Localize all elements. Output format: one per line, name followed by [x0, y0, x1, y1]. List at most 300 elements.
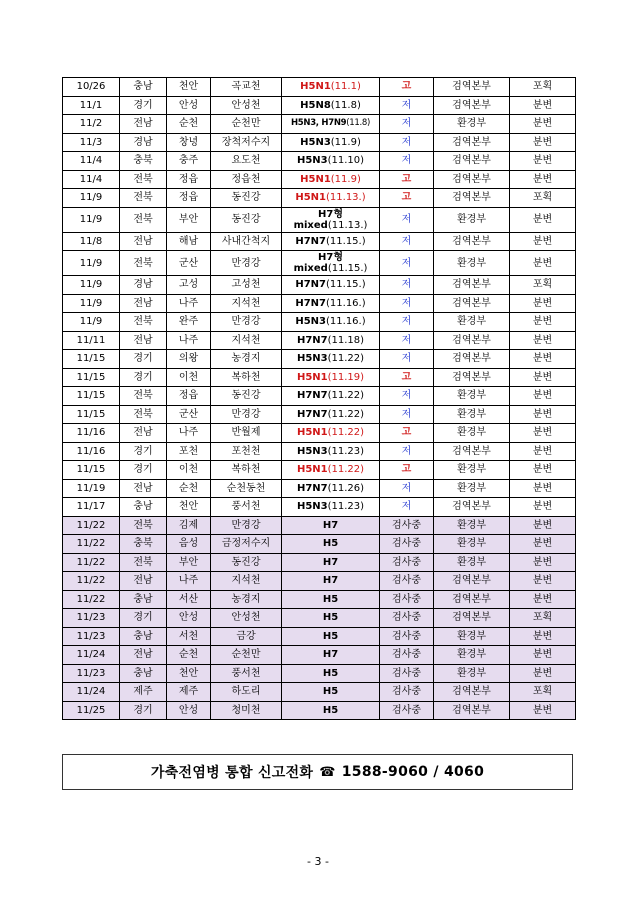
- sample-method-cell: 분변: [510, 498, 576, 517]
- subtype-label: H7N7: [296, 408, 328, 420]
- site-cell: 순천만: [211, 646, 282, 665]
- subtype-label: H7N7: [295, 235, 327, 247]
- sample-method-cell: 분변: [510, 251, 576, 276]
- province-cell: 전남: [120, 424, 167, 443]
- agency-cell: 검역본부: [434, 498, 510, 517]
- city-cell: 정읍: [167, 189, 211, 208]
- confirm-date: (11.19): [327, 371, 365, 383]
- subtype-label: H5N1: [300, 81, 331, 93]
- confirm-date: (11.22): [327, 353, 365, 365]
- sample-method-cell: 분변: [510, 207, 576, 232]
- pathogenicity-cell: 저: [380, 207, 434, 232]
- city-cell: 천안: [167, 498, 211, 517]
- confirm-date: (11.22): [327, 464, 365, 476]
- date-cell: 11/22: [63, 535, 120, 554]
- subtype-cell: [282, 461, 380, 480]
- confirm-date: (11.22): [327, 408, 365, 420]
- pathogenicity-cell: 저: [380, 96, 434, 115]
- confirm-date: (11.22): [327, 427, 365, 439]
- date-cell: 11/4: [63, 152, 120, 171]
- city-cell: 천안: [167, 664, 211, 683]
- subtype-line2: [282, 220, 379, 231]
- date-cell: 11/22: [63, 590, 120, 609]
- pathogenicity-cell: 저: [380, 276, 434, 295]
- city-cell: 음성: [167, 535, 211, 554]
- province-cell: 전북: [120, 553, 167, 572]
- subtype-label: H5: [322, 630, 339, 642]
- province-cell: 충북: [120, 152, 167, 171]
- site-cell: 농경지: [211, 350, 282, 369]
- subtype-label: H7형: [318, 252, 343, 263]
- agency-cell: 환경부: [434, 553, 510, 572]
- subtype-label: H5N1: [296, 371, 328, 383]
- province-cell: 충남: [120, 498, 167, 517]
- pathogenicity-cell: 저: [380, 294, 434, 313]
- city-cell: 제주: [167, 683, 211, 702]
- sample-method-cell: 분변: [510, 701, 576, 720]
- agency-cell: 환경부: [434, 207, 510, 232]
- table-row: [63, 331, 576, 350]
- site-cell: 복하천: [211, 368, 282, 387]
- province-cell: 경남: [120, 133, 167, 152]
- province-cell: 경기: [120, 609, 167, 628]
- sample-method-cell: 분변: [510, 133, 576, 152]
- subtype-label: H5: [322, 612, 339, 624]
- city-cell: 나주: [167, 331, 211, 350]
- agency-cell: 검역본부: [434, 96, 510, 115]
- subtype-label: H7형: [318, 208, 343, 220]
- pathogenicity-cell: 저: [380, 479, 434, 498]
- sample-method-cell: 분변: [510, 350, 576, 369]
- city-cell: 해남: [167, 232, 211, 251]
- table-row: [63, 232, 576, 251]
- agency-cell: 검역본부: [434, 701, 510, 720]
- site-cell: 만경강: [211, 516, 282, 535]
- city-cell: 이천: [167, 368, 211, 387]
- subtype-cell: [282, 276, 380, 295]
- sample-method-cell: 분변: [510, 461, 576, 480]
- date-cell: 11/25: [63, 701, 120, 720]
- agency-cell: 환경부: [434, 646, 510, 665]
- date-cell: 11/16: [63, 424, 120, 443]
- agency-cell: 검역본부: [434, 152, 510, 171]
- date-cell: 11/9: [63, 294, 120, 313]
- subtype-label: H5N3, H7N9: [290, 118, 347, 129]
- confirm-date: (11.15.): [326, 235, 366, 247]
- city-cell: 이천: [167, 461, 211, 480]
- sample-method-cell: 분변: [510, 553, 576, 572]
- subtype-cell: [282, 627, 380, 646]
- province-cell: 경기: [120, 442, 167, 461]
- confirm-date: (11.1): [330, 81, 361, 93]
- pathogenicity-cell: 저: [380, 387, 434, 406]
- date-cell: 11/23: [63, 664, 120, 683]
- pathogenicity-cell: 검사중: [380, 701, 434, 720]
- sample-method-cell: 분변: [510, 627, 576, 646]
- table-row: [63, 498, 576, 517]
- table-row: [63, 294, 576, 313]
- detection-table: [62, 77, 576, 720]
- sample-method-cell: 분변: [510, 115, 576, 134]
- agency-cell: 환경부: [434, 664, 510, 683]
- province-cell: 전북: [120, 516, 167, 535]
- sample-method-cell: 포획: [510, 78, 576, 97]
- table-row: [63, 313, 576, 332]
- table-row: [63, 609, 576, 628]
- date-cell: 11/24: [63, 646, 120, 665]
- agency-cell: 검역본부: [434, 609, 510, 628]
- city-cell: 나주: [167, 424, 211, 443]
- confirm-date: (11.9): [330, 136, 361, 148]
- table-row: [63, 683, 576, 702]
- subtype-cell: [282, 442, 380, 461]
- subtype-cell: [282, 683, 380, 702]
- pathogenicity-cell: 저: [380, 350, 434, 369]
- province-cell: 전북: [120, 405, 167, 424]
- subtype-cell: [282, 516, 380, 535]
- agency-cell: 검역본부: [434, 442, 510, 461]
- table-row: [63, 276, 576, 295]
- subtype-label: H5: [322, 538, 339, 550]
- city-cell: 고성: [167, 276, 211, 295]
- table-row: [63, 368, 576, 387]
- subtype-cell: [282, 535, 380, 554]
- subtype-cell: [282, 78, 380, 97]
- province-cell: 경기: [120, 461, 167, 480]
- subtype-cell: [282, 424, 380, 443]
- sample-method-cell: 분변: [510, 646, 576, 665]
- province-cell: 충남: [120, 664, 167, 683]
- subtype-cell: [282, 664, 380, 683]
- hotline-label: 가축전염병 통합 신고전화: [150, 765, 314, 781]
- subtype-label: H5N3: [300, 136, 331, 148]
- subtype-label: H7: [322, 519, 339, 531]
- subtype-label: H5N3: [295, 316, 327, 328]
- province-cell: 전남: [120, 646, 167, 665]
- date-cell: 11/24: [63, 683, 120, 702]
- sample-method-cell: 분변: [510, 424, 576, 443]
- site-cell: 만경강: [211, 313, 282, 332]
- subtype-cell: [282, 331, 380, 350]
- site-cell: 안성천: [211, 609, 282, 628]
- table-row: [63, 96, 576, 115]
- table-row: [63, 133, 576, 152]
- province-cell: 경남: [120, 276, 167, 295]
- agency-cell: 검역본부: [434, 294, 510, 313]
- subtype-cell: [282, 133, 380, 152]
- subtype-cell: [282, 479, 380, 498]
- date-cell: 11/1: [63, 96, 120, 115]
- date-cell: 11/19: [63, 479, 120, 498]
- province-cell: 전북: [120, 207, 167, 232]
- subtype-label: H5N1: [296, 464, 328, 476]
- site-cell: 반월제: [211, 424, 282, 443]
- city-cell: 순천: [167, 646, 211, 665]
- pathogenicity-cell: 저: [380, 498, 434, 517]
- site-cell: 농경지: [211, 590, 282, 609]
- confirm-date: (11.23): [327, 501, 365, 513]
- confirm-date: (11.10): [327, 155, 365, 167]
- subtype-cell: [282, 553, 380, 572]
- subtype-cell: [282, 115, 380, 134]
- subtype-label: H7N7: [295, 279, 327, 291]
- province-cell: 전남: [120, 331, 167, 350]
- table-row: [63, 590, 576, 609]
- city-cell: 부안: [167, 553, 211, 572]
- date-cell: 11/11: [63, 331, 120, 350]
- subtype-label: H5: [322, 704, 339, 716]
- table-row: [63, 516, 576, 535]
- province-cell: 전남: [120, 572, 167, 591]
- province-cell: 전북: [120, 251, 167, 276]
- subtype-cell: [282, 646, 380, 665]
- site-cell: 장척저수지: [211, 133, 282, 152]
- sample-method-cell: 분변: [510, 479, 576, 498]
- report-hotline-box: [62, 754, 573, 790]
- date-cell: 11/9: [63, 251, 120, 276]
- agency-cell: 환경부: [434, 313, 510, 332]
- subtype-cell: [282, 189, 380, 208]
- subtype-label: H5N8: [300, 99, 331, 111]
- confirm-date: (11.22): [327, 390, 365, 402]
- confirm-date: (11.23): [327, 445, 365, 457]
- sample-method-cell: 분변: [510, 387, 576, 406]
- subtype-cell: [282, 609, 380, 628]
- date-cell: 11/9: [63, 189, 120, 208]
- table-row: [63, 701, 576, 720]
- agency-cell: 환경부: [434, 115, 510, 134]
- subtype-label: H7: [322, 575, 339, 587]
- table-row: [63, 170, 576, 189]
- table-row: [63, 189, 576, 208]
- subtype-cell: [282, 405, 380, 424]
- hotline-numbers: 1588-9060 / 4060: [341, 764, 485, 780]
- date-cell: 11/15: [63, 387, 120, 406]
- date-cell: 11/15: [63, 461, 120, 480]
- subtype-cell: [282, 572, 380, 591]
- subtype-label: H5N1: [300, 173, 331, 185]
- province-cell: 경기: [120, 368, 167, 387]
- sample-method-cell: 분변: [510, 664, 576, 683]
- province-cell: 충남: [120, 78, 167, 97]
- subtype-label: H7N7: [295, 297, 327, 309]
- subtype-label: H5: [322, 686, 339, 698]
- site-cell: 지석천: [211, 572, 282, 591]
- site-cell: 포천천: [211, 442, 282, 461]
- subtype-label: H7: [322, 649, 339, 661]
- subtype-cell: [282, 152, 380, 171]
- confirm-date: (11.13.): [327, 219, 368, 231]
- site-cell: 풍서천: [211, 664, 282, 683]
- subtype-cell: [282, 294, 380, 313]
- agency-cell: 환경부: [434, 516, 510, 535]
- date-cell: 11/15: [63, 405, 120, 424]
- pathogenicity-cell: 저: [380, 251, 434, 276]
- confirm-date: (11.13.): [326, 192, 366, 204]
- subtype-cell: [282, 170, 380, 189]
- agency-cell: 검역본부: [434, 331, 510, 350]
- city-cell: 서천: [167, 627, 211, 646]
- sample-method-cell: 분변: [510, 516, 576, 535]
- subtype-label: H5N3: [296, 353, 328, 365]
- city-cell: 안성: [167, 96, 211, 115]
- sample-method-cell: 분변: [510, 331, 576, 350]
- table-row: [63, 461, 576, 480]
- province-cell: 경기: [120, 701, 167, 720]
- province-cell: 전남: [120, 115, 167, 134]
- pathogenicity-cell: 검사중: [380, 664, 434, 683]
- sample-method-cell: 분변: [510, 232, 576, 251]
- site-cell: 만경강: [211, 405, 282, 424]
- confirm-date: (11.8): [346, 118, 371, 129]
- agency-cell: 검역본부: [434, 276, 510, 295]
- agency-cell: 검역본부: [434, 133, 510, 152]
- agency-cell: 환경부: [434, 424, 510, 443]
- agency-cell: 환경부: [434, 251, 510, 276]
- subtype-label: H5N1: [296, 427, 328, 439]
- site-cell: 정읍천: [211, 170, 282, 189]
- pathogenicity-cell: 검사중: [380, 646, 434, 665]
- city-cell: 창녕: [167, 133, 211, 152]
- date-cell: 11/22: [63, 516, 120, 535]
- subtype-cell: [282, 251, 380, 276]
- table-row: [63, 627, 576, 646]
- city-cell: 군산: [167, 405, 211, 424]
- city-cell: 안성: [167, 609, 211, 628]
- confirm-date: (11.15.): [326, 279, 366, 291]
- confirm-date: (11.16.): [326, 297, 366, 309]
- table-row: [63, 553, 576, 572]
- province-cell: 충남: [120, 627, 167, 646]
- agency-cell: 검역본부: [434, 683, 510, 702]
- city-cell: 포천: [167, 442, 211, 461]
- subtype-line2: [282, 263, 379, 274]
- confirm-date: (11.16.): [326, 316, 366, 328]
- subtype-cell: [282, 368, 380, 387]
- site-cell: 동진강: [211, 553, 282, 572]
- date-cell: 11/22: [63, 572, 120, 591]
- province-cell: 전북: [120, 387, 167, 406]
- date-cell: 11/8: [63, 232, 120, 251]
- province-cell: 전북: [120, 189, 167, 208]
- table-row: [63, 664, 576, 683]
- subtype-cell: [282, 498, 380, 517]
- table-body: [63, 78, 576, 720]
- table-row: [63, 207, 576, 232]
- city-cell: 완주: [167, 313, 211, 332]
- pathogenicity-cell: 고: [380, 368, 434, 387]
- site-cell: 곡교천: [211, 78, 282, 97]
- agency-cell: 검역본부: [434, 368, 510, 387]
- subtype-label: H5N3: [296, 155, 328, 167]
- subtype-cell: [282, 350, 380, 369]
- subtype-cell: [282, 590, 380, 609]
- province-cell: 경기: [120, 96, 167, 115]
- pathogenicity-cell: 검사중: [380, 553, 434, 572]
- city-cell: 김제: [167, 516, 211, 535]
- confirm-date: (11.15.): [327, 263, 368, 274]
- city-cell: 천안: [167, 78, 211, 97]
- subtype-label: H7: [322, 556, 339, 568]
- table-row: [63, 572, 576, 591]
- pathogenicity-cell: 저: [380, 442, 434, 461]
- site-cell: 지석천: [211, 331, 282, 350]
- date-cell: 11/2: [63, 115, 120, 134]
- agency-cell: 검역본부: [434, 590, 510, 609]
- agency-cell: 검역본부: [434, 350, 510, 369]
- agency-cell: 검역본부: [434, 572, 510, 591]
- pathogenicity-cell: 고: [380, 189, 434, 208]
- date-cell: 11/17: [63, 498, 120, 517]
- site-cell: 청미천: [211, 701, 282, 720]
- province-cell: 충남: [120, 590, 167, 609]
- sample-method-cell: 포획: [510, 276, 576, 295]
- pathogenicity-cell: 검사중: [380, 683, 434, 702]
- agency-cell: 검역본부: [434, 189, 510, 208]
- confirm-date: (11.18): [327, 334, 365, 346]
- city-cell: 충주: [167, 152, 211, 171]
- table-row: [63, 405, 576, 424]
- site-cell: 순천만: [211, 115, 282, 134]
- phone-icon: ☎: [319, 764, 336, 780]
- site-cell: 만경강: [211, 251, 282, 276]
- sample-method-cell: 분변: [510, 170, 576, 189]
- pathogenicity-cell: 저: [380, 405, 434, 424]
- province-cell: 전북: [120, 170, 167, 189]
- date-cell: 11/9: [63, 276, 120, 295]
- pathogenicity-cell: 검사중: [380, 590, 434, 609]
- pathogenicity-cell: 저: [380, 232, 434, 251]
- page-number: - 3 -: [307, 855, 329, 868]
- date-cell: 11/4: [63, 170, 120, 189]
- table-row: [63, 78, 576, 97]
- sample-method-cell: 분변: [510, 590, 576, 609]
- province-cell: 경기: [120, 350, 167, 369]
- city-cell: 순천: [167, 479, 211, 498]
- date-cell: 11/23: [63, 609, 120, 628]
- table-row: [63, 535, 576, 554]
- city-cell: 순천: [167, 115, 211, 134]
- site-cell: 하도리: [211, 683, 282, 702]
- agency-cell: 환경부: [434, 479, 510, 498]
- agency-cell: 환경부: [434, 461, 510, 480]
- city-cell: 나주: [167, 294, 211, 313]
- province-cell: 전남: [120, 232, 167, 251]
- sample-method-cell: 분변: [510, 405, 576, 424]
- site-cell: 복하천: [211, 461, 282, 480]
- site-cell: 동진강: [211, 387, 282, 406]
- confirm-date: (11.9): [330, 173, 361, 185]
- pathogenicity-cell: 검사중: [380, 535, 434, 554]
- date-cell: 11/15: [63, 350, 120, 369]
- province-cell: 전남: [120, 479, 167, 498]
- province-cell: 전남: [120, 294, 167, 313]
- date-cell: 11/9: [63, 207, 120, 232]
- province-cell: 전북: [120, 313, 167, 332]
- subtype-cell: [282, 232, 380, 251]
- sample-method-cell: 분변: [510, 535, 576, 554]
- subtype-label: H5N3: [296, 501, 328, 513]
- agency-cell: 환경부: [434, 627, 510, 646]
- sample-method-cell: 포획: [510, 683, 576, 702]
- site-cell: 풍서천: [211, 498, 282, 517]
- sample-method-cell: 분변: [510, 96, 576, 115]
- sample-method-cell: 포획: [510, 189, 576, 208]
- date-cell: 11/15: [63, 368, 120, 387]
- site-cell: 동진강: [211, 207, 282, 232]
- subtype-mix-label: mixed: [293, 263, 328, 274]
- sample-method-cell: 분변: [510, 294, 576, 313]
